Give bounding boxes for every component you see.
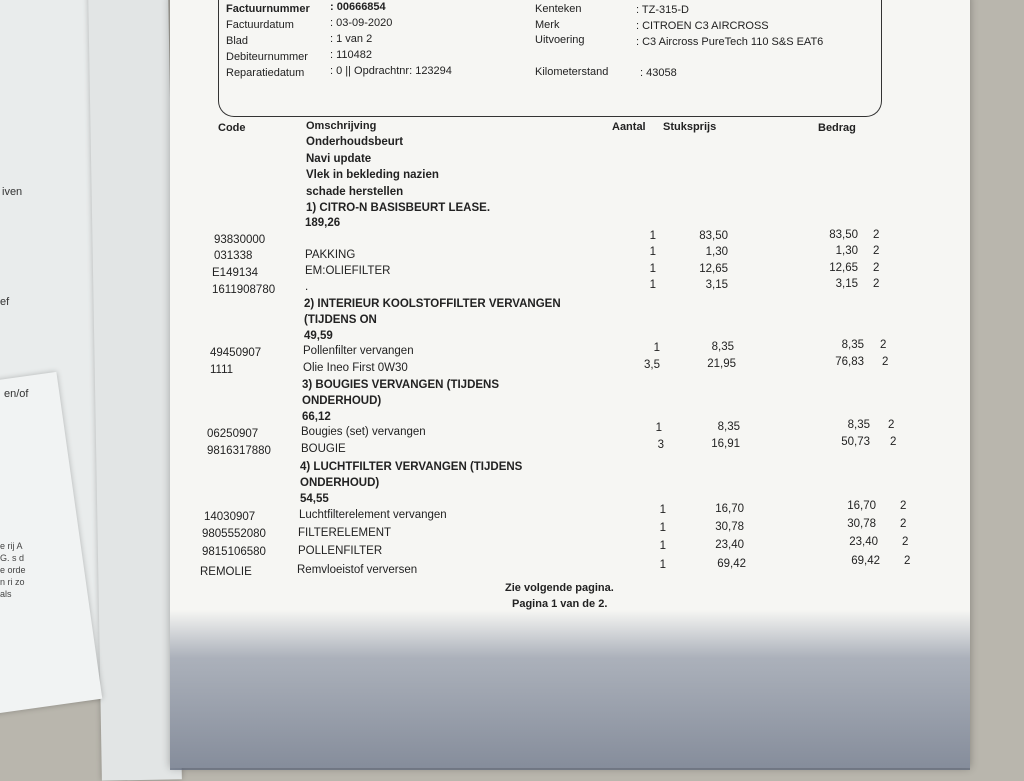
- factuurnummer-value: : 00666854: [330, 1, 386, 13]
- debiteurnummer-label: Debiteurnummer: [226, 51, 308, 63]
- column-stuksprijs: Stuksprijs: [663, 121, 717, 133]
- row-description: Pollenfilter vervangen: [303, 345, 414, 357]
- row-amount: 8,35: [847, 419, 870, 431]
- kenteken-value: : TZ-315-D: [636, 4, 689, 16]
- row-qty: 1: [655, 422, 662, 434]
- merk-value: : CITROEN C3 AIRCROSS: [636, 20, 769, 32]
- merk-label: Merk: [535, 19, 560, 31]
- background-text: iven: [2, 186, 23, 198]
- row-vat: 2: [902, 536, 909, 548]
- row-amount: 50,73: [841, 436, 870, 448]
- row-qty: 1: [659, 504, 666, 516]
- intro-line: Onderhoudsbeurt: [306, 136, 404, 148]
- row-qty: 3,5: [644, 359, 660, 371]
- row-qty: 1: [649, 246, 656, 258]
- background-small-text: e rij AG. s de orden ri zoals: [0, 541, 26, 599]
- row-vat: 2: [882, 356, 889, 368]
- row-qty: 1: [659, 522, 666, 534]
- footer-next-page: Zie volgende pagina.: [505, 582, 614, 594]
- row-code: 93830000: [214, 234, 266, 246]
- row-code: E149134: [212, 267, 259, 279]
- reparatiedatum-value: : 0 || Opdrachtnr: 123294: [330, 65, 452, 77]
- row-amount: 69,42: [851, 555, 880, 567]
- kilometerstand-value: : 43058: [640, 67, 677, 79]
- row-price: 16,91: [711, 438, 740, 450]
- row-description: Luchtfilterelement vervangen: [299, 509, 447, 521]
- row-description: BOUGIE: [301, 443, 346, 455]
- reparatiedatum-label: Reparatiedatum: [226, 67, 305, 79]
- factuurdatum-value: : 03-09-2020: [330, 17, 393, 29]
- row-price: 12,65: [699, 263, 728, 275]
- background-paper: [88, 0, 182, 781]
- row-description: EM:OLIEFILTER: [305, 265, 391, 277]
- blad-value: : 1 van 2: [330, 33, 373, 45]
- row-vat: 2: [873, 262, 880, 274]
- row-amount: 83,50: [829, 229, 858, 241]
- row-code: 49450907: [210, 347, 262, 359]
- row-code: 9805552080: [202, 528, 266, 540]
- row-price: 69,42: [717, 558, 746, 570]
- section-subtotal: 66,12: [302, 411, 331, 423]
- section-subtotal: 54,55: [300, 493, 329, 505]
- column-aantal: Aantal: [612, 121, 646, 133]
- row-amount: 76,83: [835, 356, 864, 368]
- row-price: 30,78: [715, 521, 744, 533]
- row-vat: 2: [880, 339, 887, 351]
- intro-line: Vlek in bekleding nazien: [306, 169, 439, 181]
- row-price: 8,35: [717, 421, 740, 433]
- intro-line: schade herstellen: [306, 186, 404, 198]
- row-code: 1111: [210, 364, 234, 376]
- section-subtotal: 189,26: [305, 217, 341, 229]
- row-description: Olie Ineo First 0W30: [303, 362, 408, 374]
- row-code: 06250907: [207, 428, 259, 440]
- row-amount: 30,78: [847, 518, 876, 530]
- row-amount: 16,70: [847, 500, 876, 512]
- row-qty: 1: [653, 342, 660, 354]
- row-qty: 1: [659, 559, 666, 571]
- background-text: en/of: [4, 388, 29, 400]
- row-price: 3,15: [705, 279, 728, 291]
- row-code: 031338: [214, 250, 253, 262]
- row-qty: 1: [659, 540, 666, 552]
- row-description: .: [305, 281, 309, 293]
- row-price: 1,30: [705, 246, 728, 258]
- row-description: Remvloeistof verversen: [297, 564, 418, 576]
- factuurdatum-label: Factuurdatum: [226, 19, 294, 31]
- column-code: Code: [218, 122, 246, 134]
- intro-line: Navi update: [306, 153, 372, 165]
- uitvoering-label: Uitvoering: [535, 34, 585, 46]
- row-vat: 2: [873, 278, 880, 290]
- footer-page-number: Pagina 1 van de 2.: [512, 598, 608, 610]
- row-description: Bougies (set) vervangen: [301, 426, 426, 438]
- row-amount: 8,35: [841, 339, 864, 351]
- column-omschrijving: Omschrijving: [306, 120, 377, 132]
- row-code: 9815106580: [202, 546, 266, 558]
- row-vat: 2: [873, 245, 880, 257]
- debiteurnummer-value: : 110482: [330, 49, 373, 61]
- factuurnummer-label: Factuurnummer: [226, 3, 310, 15]
- row-description: PAKKING: [305, 249, 356, 261]
- section-title: (TIJDENS ON: [304, 314, 377, 326]
- row-price: 23,40: [715, 539, 744, 551]
- row-qty: 1: [649, 263, 656, 275]
- row-qty: 3: [657, 439, 664, 451]
- row-qty: 1: [649, 230, 656, 242]
- row-price: 21,95: [707, 358, 736, 370]
- section-title: ONDERHOUD): [300, 477, 380, 489]
- row-amount: 12,65: [829, 262, 858, 274]
- row-amount: 23,40: [849, 536, 878, 548]
- section-subtotal: 49,59: [304, 330, 333, 342]
- column-bedrag: Bedrag: [818, 122, 856, 134]
- invoice-header-box: [218, 0, 882, 117]
- row-amount: 3,15: [835, 278, 858, 290]
- row-price: 16,70: [715, 503, 744, 515]
- section-title: 2) INTERIEUR KOOLSTOFFILTER VERVANGEN: [304, 298, 561, 310]
- row-code: REMOLIE: [200, 566, 252, 578]
- blad-label: Blad: [226, 35, 249, 47]
- row-vat: 2: [900, 518, 907, 530]
- row-vat: 2: [873, 229, 880, 241]
- row-price: 83,50: [699, 230, 728, 242]
- row-code: 9816317880: [207, 445, 271, 457]
- row-vat: 2: [890, 436, 897, 448]
- row-description: POLLENFILTER: [298, 545, 383, 557]
- background-text: ef: [0, 296, 10, 308]
- row-amount: 1,30: [835, 245, 858, 257]
- row-code: 14030907: [204, 511, 256, 523]
- kilometerstand-label: Kilometerstand: [535, 66, 609, 78]
- row-qty: 1: [649, 279, 656, 291]
- row-description: FILTERELEMENT: [298, 527, 392, 539]
- kenteken-label: Kenteken: [535, 3, 582, 15]
- uitvoering-value: : C3 Aircross PureTech 110 S&S EAT6: [636, 36, 824, 48]
- row-vat: 2: [888, 419, 895, 431]
- row-code: 1611908780: [212, 284, 276, 296]
- section-title: 3) BOUGIES VERVANGEN (TIJDENS: [302, 379, 500, 391]
- row-vat: 2: [904, 555, 911, 567]
- row-price: 8,35: [711, 341, 734, 353]
- row-vat: 2: [900, 500, 907, 512]
- section-title: 4) LUCHTFILTER VERVANGEN (TIJDENS: [300, 461, 523, 473]
- section-title: ONDERHOUD): [302, 395, 382, 407]
- section-title: 1) CITRO-N BASISBEURT LEASE.: [306, 202, 491, 214]
